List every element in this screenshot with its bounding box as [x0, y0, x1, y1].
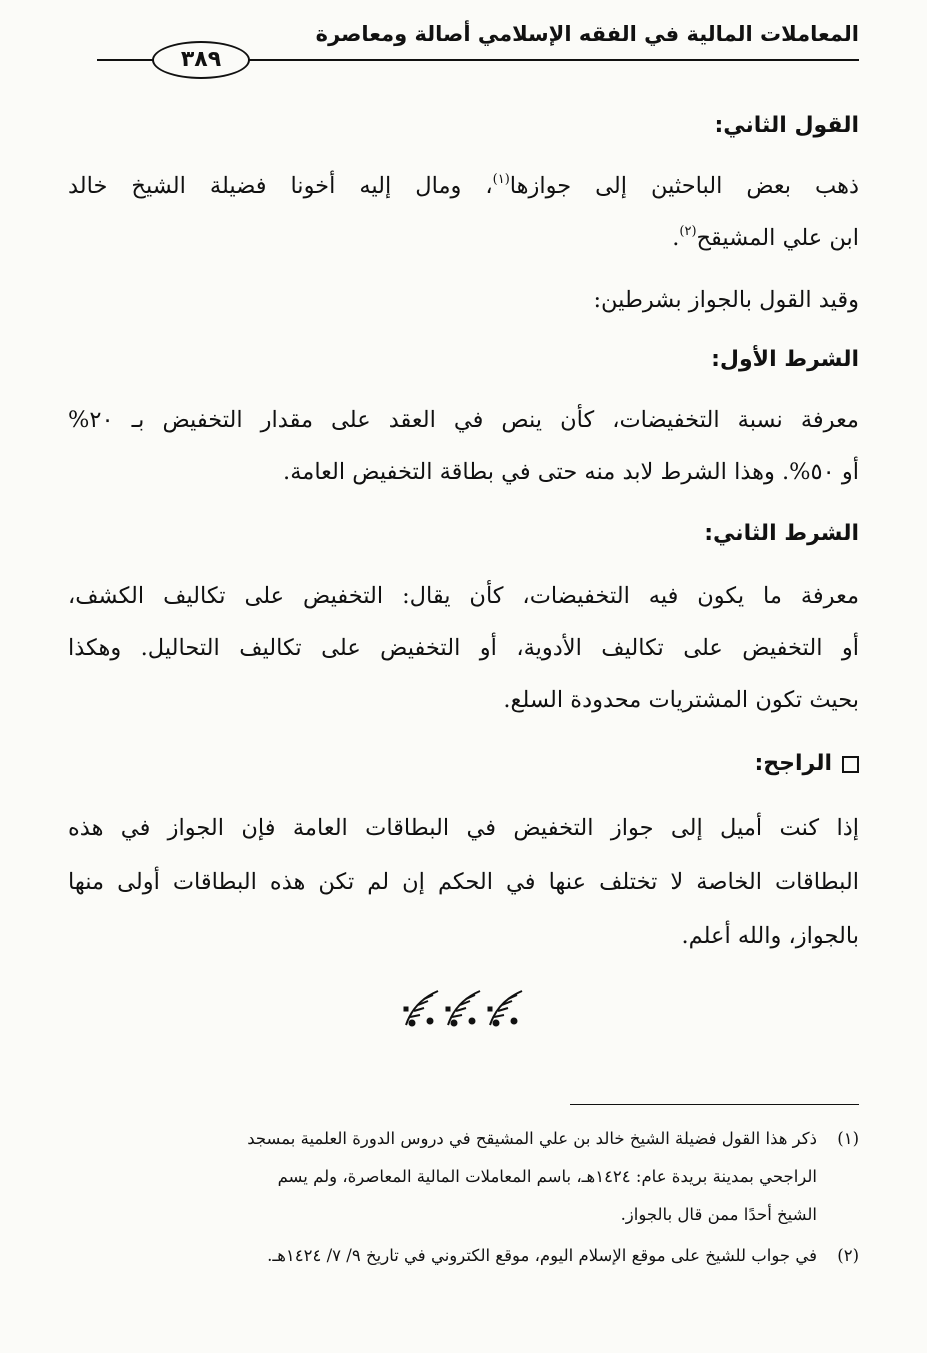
footnote-line: الشيخ أحدًا ممن قال بالجواز. [620, 1205, 817, 1224]
footnote-line: الراجحي بمدينة بريدة عام: ١٤٢٤هـ، باسم المعاملات المالية المعاصرة، ولم يسم [277, 1167, 817, 1186]
book-title: المعاملات المالية في الفقه الإسلامي أصالة ومعاصرة [315, 22, 859, 46]
footnote-rule [570, 1104, 859, 1105]
heading-second-opinion: القول الثاني: [714, 113, 859, 138]
footnote-number: (١) [837, 1129, 859, 1148]
paragraph-line: أو ٥٠%. وهذا الشرط لابد منه حتى في بطاقة التخفيض العامة. [283, 459, 859, 485]
paragraph-line: إذا كنت أميل إلى جواز التخفيض في البطاقات العامة فإن الجواز في هذه [68, 815, 859, 841]
footnote-text: ذكر هذا القول فضيلة الشيخ خالد بن علي المشيقح في دروس الدورة العلمية بمسجد [247, 1129, 817, 1148]
page-number: ٣٨٩ [152, 41, 250, 79]
heading-first-condition: الشرط الأول: [711, 347, 859, 372]
footnote-ref-2[interactable]: (٢) [679, 224, 697, 239]
paragraph-line: معرفة نسبة التخفيضات، كأن ينص في العقد على مقدار التخفيض بـ ٢٠% [68, 407, 859, 433]
footnote-ref-1[interactable]: (١) [492, 172, 510, 187]
heading-preferred [68, 738, 859, 790]
paragraph-line: معرفة ما يكون فيه التخفيضات، كأن يقال: التخفيض على تكاليف الكشف، [68, 583, 859, 609]
footnote-2 [100, 1237, 859, 1275]
paragraph-line: البطاقات الخاصة لا تختلف عنها في الحكم إن لم تكن هذه البطاقات أولى منها [68, 869, 859, 895]
square-outline-icon [842, 756, 859, 773]
paragraph-line: وقيد القول بالجواز بشرطين: [593, 287, 859, 313]
paragraph-line: بحيث تكون المشتريات محدودة السلع. [503, 687, 859, 713]
paragraph-line [68, 212, 859, 264]
heading-second-condition: الشرط الثاني: [704, 521, 859, 546]
footnote-text: في جواب للشيخ على موقع الإسلام اليوم، موقع الكتروني في تاريخ ٩/ ٧/ ١٤٢٤هـ. [267, 1246, 817, 1265]
paragraph-line [68, 160, 859, 212]
text-run: . [672, 225, 680, 251]
floral-ornament-icon [400, 983, 528, 1029]
paragraph-line: بالجواز، والله أعلم. [681, 923, 859, 949]
text-run: ابن علي المشيقح [696, 225, 859, 251]
footnote-number: (٢) [837, 1246, 859, 1265]
paragraph-line: أو التخفيض على تكاليف الأدوية، أو التخفيض على تكاليف التحاليل. وهكذا [68, 635, 859, 661]
footnote-1 [100, 1120, 859, 1158]
text-run: ذهب بعض الباحثين إلى جوازها [509, 173, 859, 199]
text-run: ، ومال إليه أخونا فضيلة الشيخ خالد [68, 173, 493, 199]
heading-text: الراجح: [754, 751, 832, 776]
